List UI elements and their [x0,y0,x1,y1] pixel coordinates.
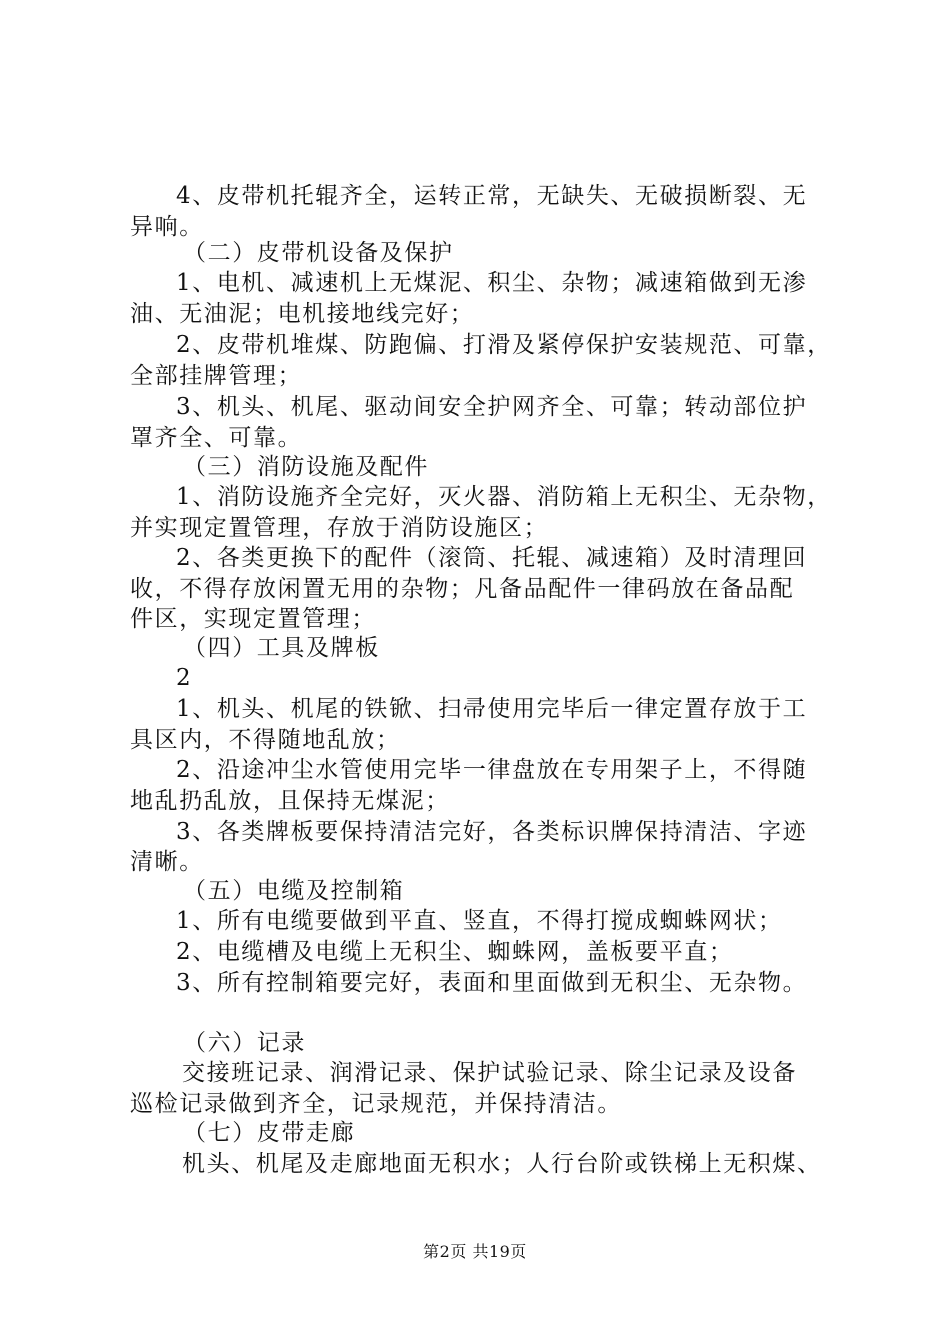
section-heading: （五）电缆及控制箱 [183,878,405,904]
paragraph-line: 全部挂牌管理； [130,363,303,389]
paragraph-line: 巡检记录做到齐全，记录规范，并保持清洁。 [130,1091,622,1117]
paragraph-line: 清晰。 [130,849,204,875]
paragraph-line: 油、无油泥；电机接地线完好； [130,301,475,327]
paragraph-line: 交接班记录、润滑记录、保护试验记录、除尘记录及设备 [182,1060,797,1086]
section-heading: （三）消防设施及配件 [183,454,429,480]
section-heading: （六）记录 [183,1030,306,1056]
paragraph-line: 收，不得存放闲置无用的杂物；凡备品配件一律码放在备品配 [130,576,795,602]
paragraph-line: 3、所有控制箱要完好，表面和里面做到无积尘、无杂物。 [176,970,808,996]
paragraph-line: 4、皮带机托辊齐全，运转正常，无缺失、无破损断裂、无 [176,183,808,209]
paragraph-line: 3、各类牌板要保持清洁完好，各类标识牌保持清洁、字迹 [176,819,808,845]
paragraph-line: 1、所有电缆要做到平直、竖直，不得打搅成蜘蛛网状； [176,908,783,934]
paragraph-line: 2 [176,665,193,691]
paragraph-line: 地乱扔乱放，且保持无煤泥； [130,788,450,814]
paragraph-line: 具区内，不得随地乱放； [130,727,401,753]
section-heading: （二）皮带机设备及保护 [183,240,454,266]
paragraph-line: 1、机头、机尾的铁锨、扫帚使用完毕后一律定置存放于工 [176,696,808,722]
section-heading: （七）皮带走廊 [183,1120,356,1146]
paragraph-line: 1、电机、减速机上无煤泥、积尘、杂物；减速箱做到无渗 [176,270,808,296]
page-number-footer: 第2页 共19页 [423,1242,527,1261]
paragraph-line: 3、机头、机尾、驱动间安全护网齐全、可靠；转动部位护 [176,394,808,420]
paragraph-line: 异响。 [130,214,204,240]
paragraph-line: 2、各类更换下的配件（滚筒、托辊、减速箱）及时清理回 [176,545,808,571]
paragraph-line: 2、沿途冲尘水管使用完毕一律盘放在专用架子上，不得随 [176,757,808,783]
paragraph-line: 2、皮带机堆煤、防跑偏、打滑及紧停保护安装规范、可靠， [176,332,832,358]
paragraph-line: 2、电缆槽及电缆上无积尘、蜘蛛网，盖板要平直； [176,939,734,965]
paragraph-line: 罩齐全、可靠。 [130,425,303,451]
paragraph-line: 1、消防设施齐全完好，灭火器、消防箱上无积尘、无杂物， [176,484,832,510]
paragraph-line: 件区，实现定置管理； [130,606,376,632]
paragraph-line: 机头、机尾及走廊地面无积水；人行台阶或铁梯上无积煤、 [182,1151,822,1177]
paragraph-line: 并实现定置管理，存放于消防设施区； [130,515,549,541]
section-heading: （四）工具及牌板 [183,635,380,661]
